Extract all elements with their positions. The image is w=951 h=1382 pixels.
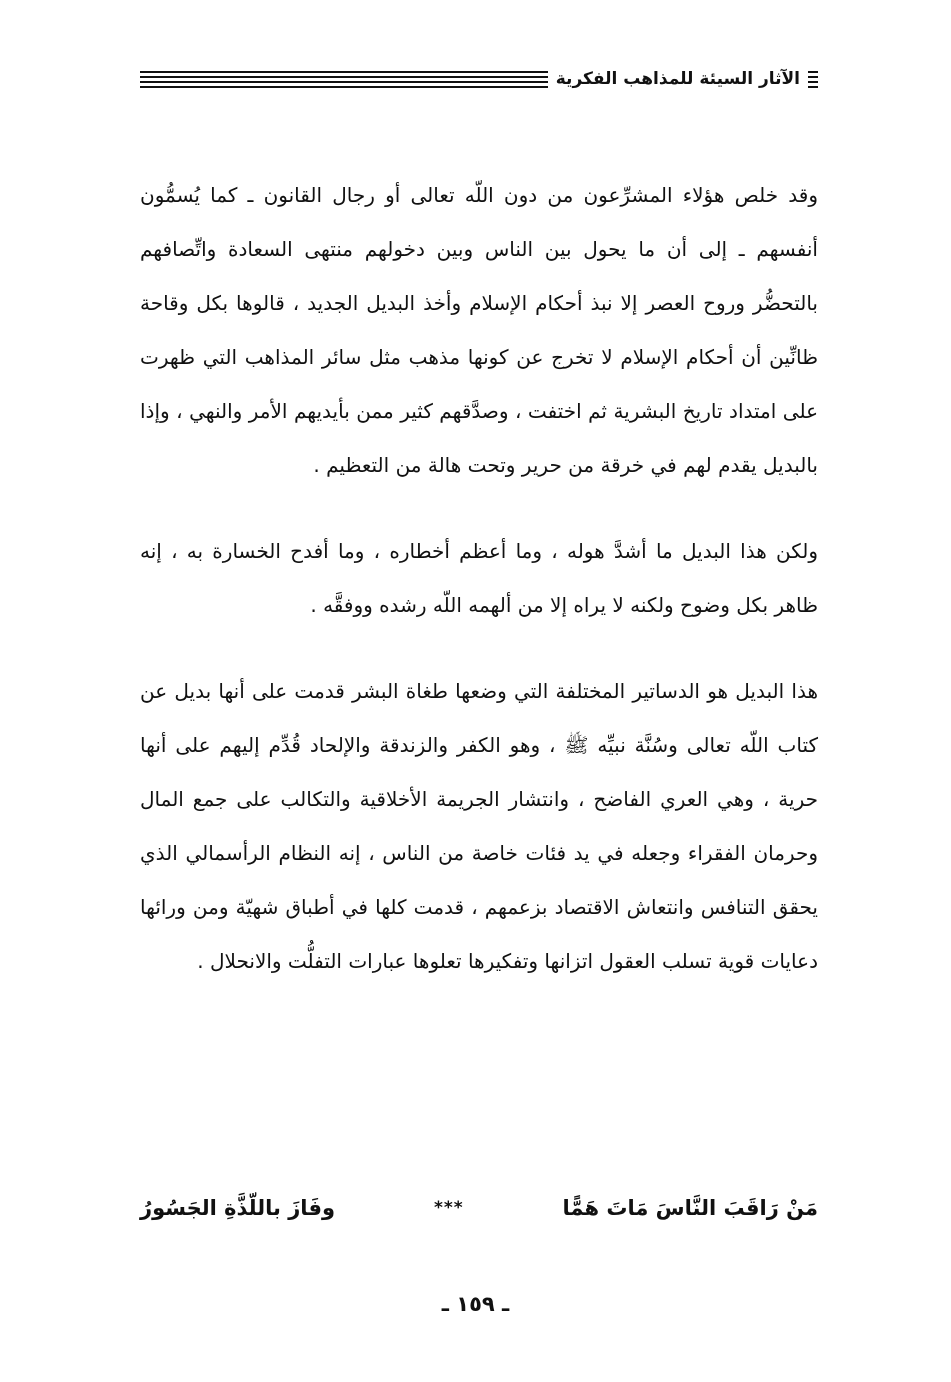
header-rule-left: [140, 71, 548, 88]
paragraph-2: ولكن هذا البديل ما أشدَّ هوله ، وما أعظم أخطاره ، وما أفدح الخسارة به ، إنه ظاهر بكل وضوح ولكنه لا يراه إلا من ألهمه اللّه رشده ووفقَّه .: [140, 539, 818, 617]
verse-first-hemistich: مَنْ رَاقَبَ النَّاسَ مَاتَ هَمًّا: [562, 1196, 818, 1220]
running-header: [140, 62, 818, 96]
poetry-verse: [140, 1186, 818, 1230]
body-text: [140, 168, 818, 988]
paragraph-3: هذا البديل هو الدساتير المختلفة التي وضعها طغاة البشر قدمت على أنها بديل عن كتاب اللّه تعالى وسُنَّة نبيِّه ﷺ ، وهو الكفر والزندقة والإلحاد قُدِّم إليهم على أنها حرية ، وهي العري الفاضح ، وانتشار الجريمة الأخلاقية والتكالب على جمع المال وحرمان الفقراء وجعله في يد فئات خاصة من الناس ، إنه النظام الرأسمالي الذي يحقق التنافس وانتعاش الاقتصاد بزعمهم ، قدمت كلها في أطباق شهيّة ومن ورائها دعايات قوية تسلب العقول اتزانها وتفكيرها تعلوها عبارات التفلُّت والانحلال .: [140, 679, 818, 973]
verse-separator: ***: [433, 1198, 464, 1218]
paragraph-1: وقد خلص هؤلاء المشرِّعون من دون اللّه تعالى أو رجال القانون ـ كما يُسمُّون أنفسهم ـ إلى أن ما يحول بين الناس وبين دخولهم منتهى السعادة واتِّصافهم بالتحضُّر وروح العصر إلا نبذ أحكام الإسلام وأخذ البديل الجديد ، قالوها بكل وقاحة ظانِّين أن أحكام الإسلام لا تخرج عن كونها مذهب مثل سائر المذاهب التي ظهرت على امتداد تاريخ البشرية ثم اختفت ، وصدَّقهم كثير ممن بأيديهم الأمر والنهي ، وإذا بالبديل يقدم لهم في خرقة من حرير وتحت هالة من التعظيم .: [140, 183, 818, 477]
verse-second-hemistich: وفَازَ باللّذَّةِ الجَسُورُ: [140, 1196, 335, 1220]
page-number: ـ ١٥٩ ـ: [441, 1292, 510, 1316]
header-rule-right: [808, 71, 818, 88]
running-header-title: الآثار السيئة للمذاهب الفكرية: [555, 69, 800, 89]
